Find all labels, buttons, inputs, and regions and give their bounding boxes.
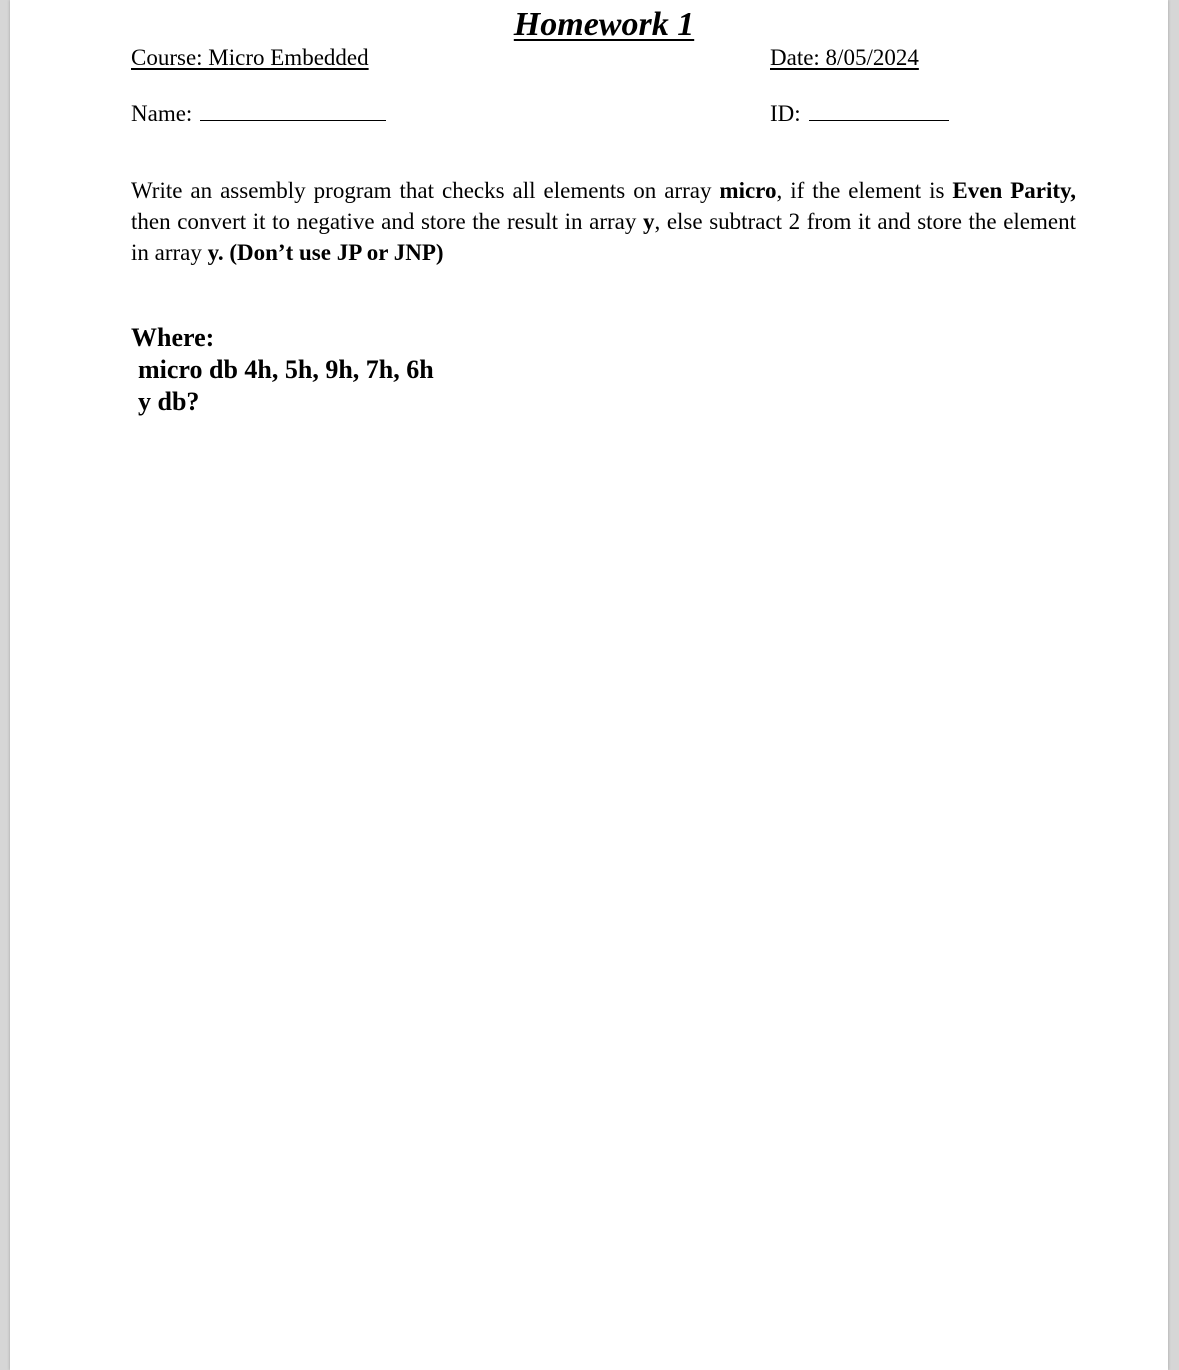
name-field bbox=[131, 100, 386, 127]
where-label: Where: bbox=[131, 323, 215, 352]
question-bold-y: y. bbox=[207, 240, 224, 265]
question-part: , if the element is bbox=[776, 178, 953, 203]
question-part: Write an assembly program that checks all elements on array bbox=[131, 178, 720, 203]
question-constraint: (Don’t use JP or JNP) bbox=[229, 240, 444, 265]
id-field bbox=[770, 100, 949, 127]
page-title: Homework 1 bbox=[513, 6, 695, 43]
date-label: Date: 8/05/2024 bbox=[770, 45, 919, 70]
question-bold-micro: micro bbox=[719, 178, 777, 203]
y-array-definition: y db? bbox=[138, 387, 200, 416]
question-text bbox=[131, 175, 1076, 268]
id-blank-line bbox=[809, 100, 949, 121]
question-part: , else subtract 2 from it and store the element in array bbox=[131, 209, 1076, 265]
micro-array-definition: micro db 4h, 5h, 9h, 7h, 6h bbox=[138, 355, 434, 384]
question-bold-y: y bbox=[642, 209, 655, 234]
name-label: Name: bbox=[131, 101, 193, 126]
question-bold-even-parity: Even Parity, bbox=[952, 178, 1076, 203]
course-label: Course: Micro Embedded bbox=[131, 45, 369, 70]
question-part: then convert it to negative and store the result in array bbox=[131, 209, 643, 234]
name-blank-line bbox=[200, 100, 386, 121]
where-block bbox=[131, 322, 434, 418]
id-label: ID: bbox=[770, 101, 801, 126]
document-page bbox=[10, 0, 1168, 1370]
